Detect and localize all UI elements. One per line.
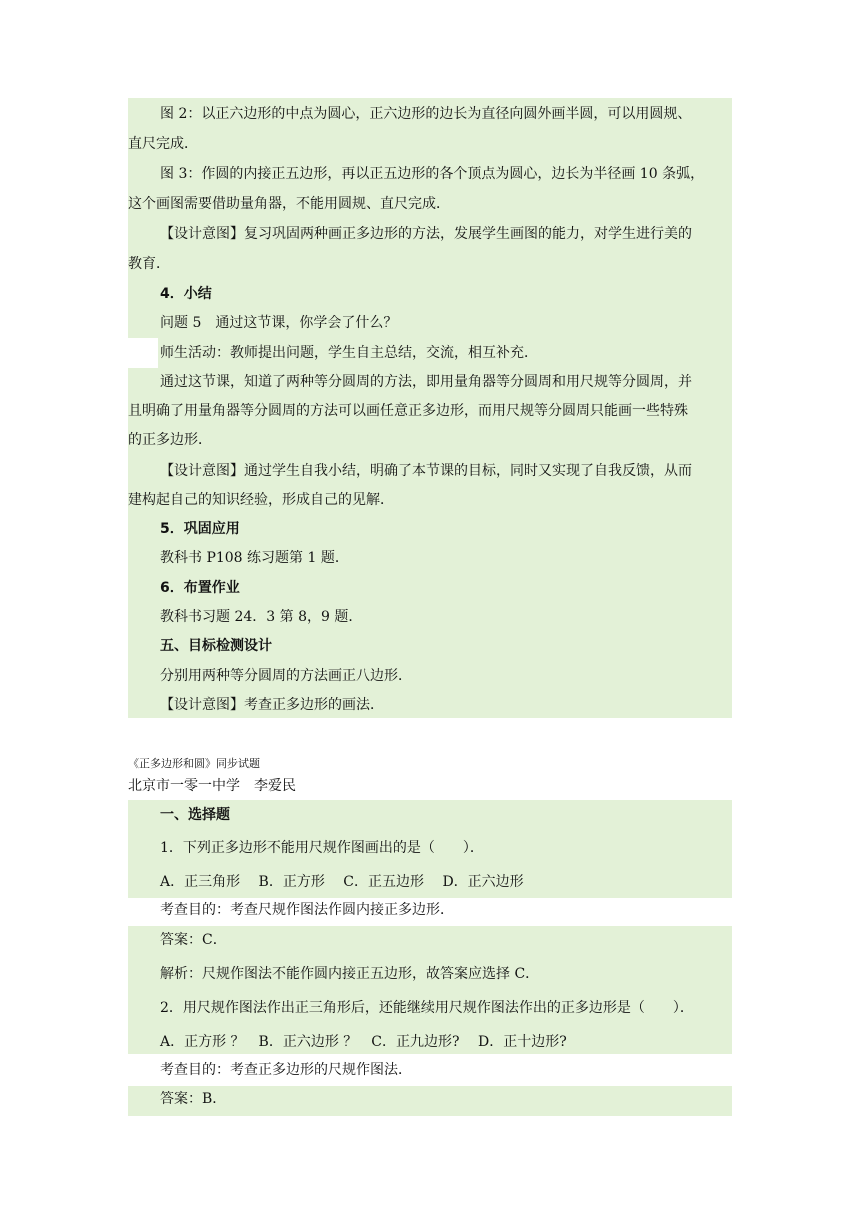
text-line: 问题 5 通过这节课，你学会了什么？ — [160, 315, 398, 331]
text-line: 建构起自己的知识经验，形成自己的见解． — [128, 492, 394, 508]
text-line: 【设计意图】考查正多边形的画法． — [160, 697, 384, 713]
text-line: 解析：尺规作图法不能作圆内接正五边形，故答案应选择 C． — [160, 966, 540, 982]
text-line: 教科书 P108 练习题第 1 题． — [160, 550, 349, 566]
text-line: 考查目的：考查尺规作图法作圆内接正多边形． — [160, 902, 454, 918]
author-line: 北京市一零一中学 李爱民 — [128, 778, 296, 794]
text-line: 师生活动：教师提出问题，学生自主总结，交流，相互补充． — [160, 345, 538, 361]
test-title: 《正多边形和圆》同步试题 — [128, 757, 260, 770]
text-line: 考查目的：考查正多边形的尺规作图法． — [160, 1062, 412, 1078]
answer-line: 答案：B． — [160, 1091, 227, 1107]
text-line: 通过这节课，知道了两种等分圆周的方法，即用量角器等分圆周和用尺规等分圆周，并 — [160, 374, 692, 390]
section-heading: 五、目标检测设计 — [160, 638, 272, 654]
section-heading: 4．小结 — [160, 286, 212, 302]
section-heading: 6．布置作业 — [160, 580, 240, 596]
question-text: 2．用尺规作图法作出正三角形后，还能继续用尺规作图法作出的正多边形是（ ）． — [160, 1000, 694, 1016]
question-text: 1．下列正多边形不能用尺规作图画出的是（ ）． — [160, 840, 484, 856]
text-line: 【设计意图】通过学生自我小结，明确了本节课的目标，同时又实现了自我反馈，从而 — [160, 463, 692, 479]
text-line: 且明确了用量角器等分圆周的方法可以画任意正多边形，而用尺规等分圆周只能画一些特殊 — [128, 403, 688, 419]
text-line: 直尺完成． — [128, 136, 198, 152]
answer-options: A．正三角形 B．正方形 C．正五边形 D．正六边形 — [160, 874, 524, 890]
answer-line: 答案：C． — [160, 932, 227, 948]
text-line: 图 2：以正六边形的中点为圆心，正六边形的边长为直径向圆外画半圆，可以用圆规、 — [160, 106, 692, 122]
text-line: 【设计意图】复习巩固两种画正多边形的方法，发展学生画图的能力，对学生进行美的 — [160, 226, 692, 242]
answer-options: A．正方形 ？ B．正六边形 ？ C．正九边形? D．正十边形? — [160, 1034, 567, 1050]
text-line: 图 3：作圆的内接正五边形，再以正五边形的各个顶点为圆心，边长为半径画 10 条弧， — [160, 166, 705, 182]
text-line: 这个画图需要借助量角器，不能用圆规、直尺完成． — [128, 196, 450, 212]
text-line: 分别用两种等分圆周的方法画正八边形． — [160, 668, 412, 684]
text-line: 的正多边形． — [128, 432, 212, 448]
section-heading: 一、选择题 — [160, 807, 230, 823]
text-line: 教育． — [128, 256, 170, 272]
text-line: 教科书习题 24．3 第 8，9 题． — [160, 609, 363, 625]
section-heading: 5．巩固应用 — [160, 521, 240, 537]
